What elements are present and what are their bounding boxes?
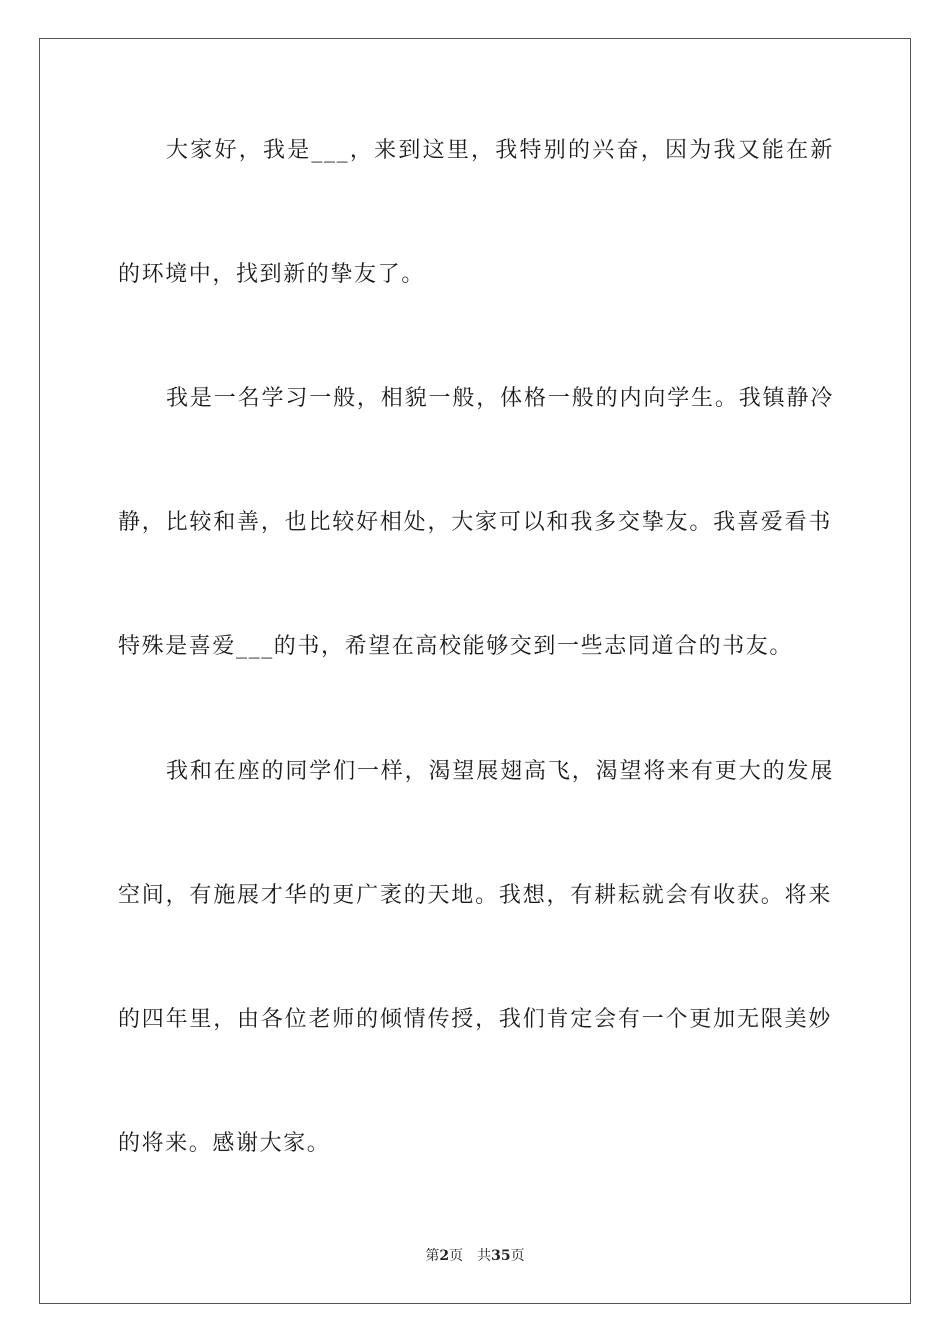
- page-frame: [39, 38, 911, 1304]
- paragraph-3-line-2: 空间，有施展才华的更广袤的天地。我想，有耕耘就会有收获。将来: [118, 883, 832, 908]
- paragraph-3-line-1: 我和在座的同学们一样，渴望展翅高飞，渴望将来有更大的发展: [166, 759, 834, 784]
- paragraph-1-line-1: 大家好，我是___，来到这里，我特别的兴奋，因为我又能在新: [166, 138, 834, 163]
- page-number: 2: [439, 1248, 450, 1264]
- paragraph-3-line-4: 的将来。感谢大家。: [118, 1131, 331, 1156]
- paragraph-2-line-3: 特殊是喜爱___的书，希望在高校能够交到一些志同道合的书友。: [118, 634, 794, 659]
- paragraph-3-line-3: 的四年里，由各位老师的倾情传授，我们肯定会有一个更加无限美妙: [118, 1007, 832, 1032]
- paragraph-2-line-2: 静，比较和善，也比较好相处，大家可以和我多交挚友。我喜爱看书: [118, 510, 832, 535]
- paragraph-2-line-1: 我是一名学习一般，相貌一般，体格一般的内向学生。我镇静冷: [166, 386, 834, 411]
- page-suffix: 页: [449, 1248, 464, 1264]
- total-suffix: 页: [510, 1248, 525, 1264]
- total-pages: 35: [491, 1248, 511, 1264]
- paragraph-1-line-2: 的环境中，找到新的挚友了。: [118, 262, 425, 287]
- page-prefix: 第: [425, 1248, 440, 1264]
- page-footer: [0, 1246, 950, 1266]
- total-prefix: 共: [477, 1248, 492, 1264]
